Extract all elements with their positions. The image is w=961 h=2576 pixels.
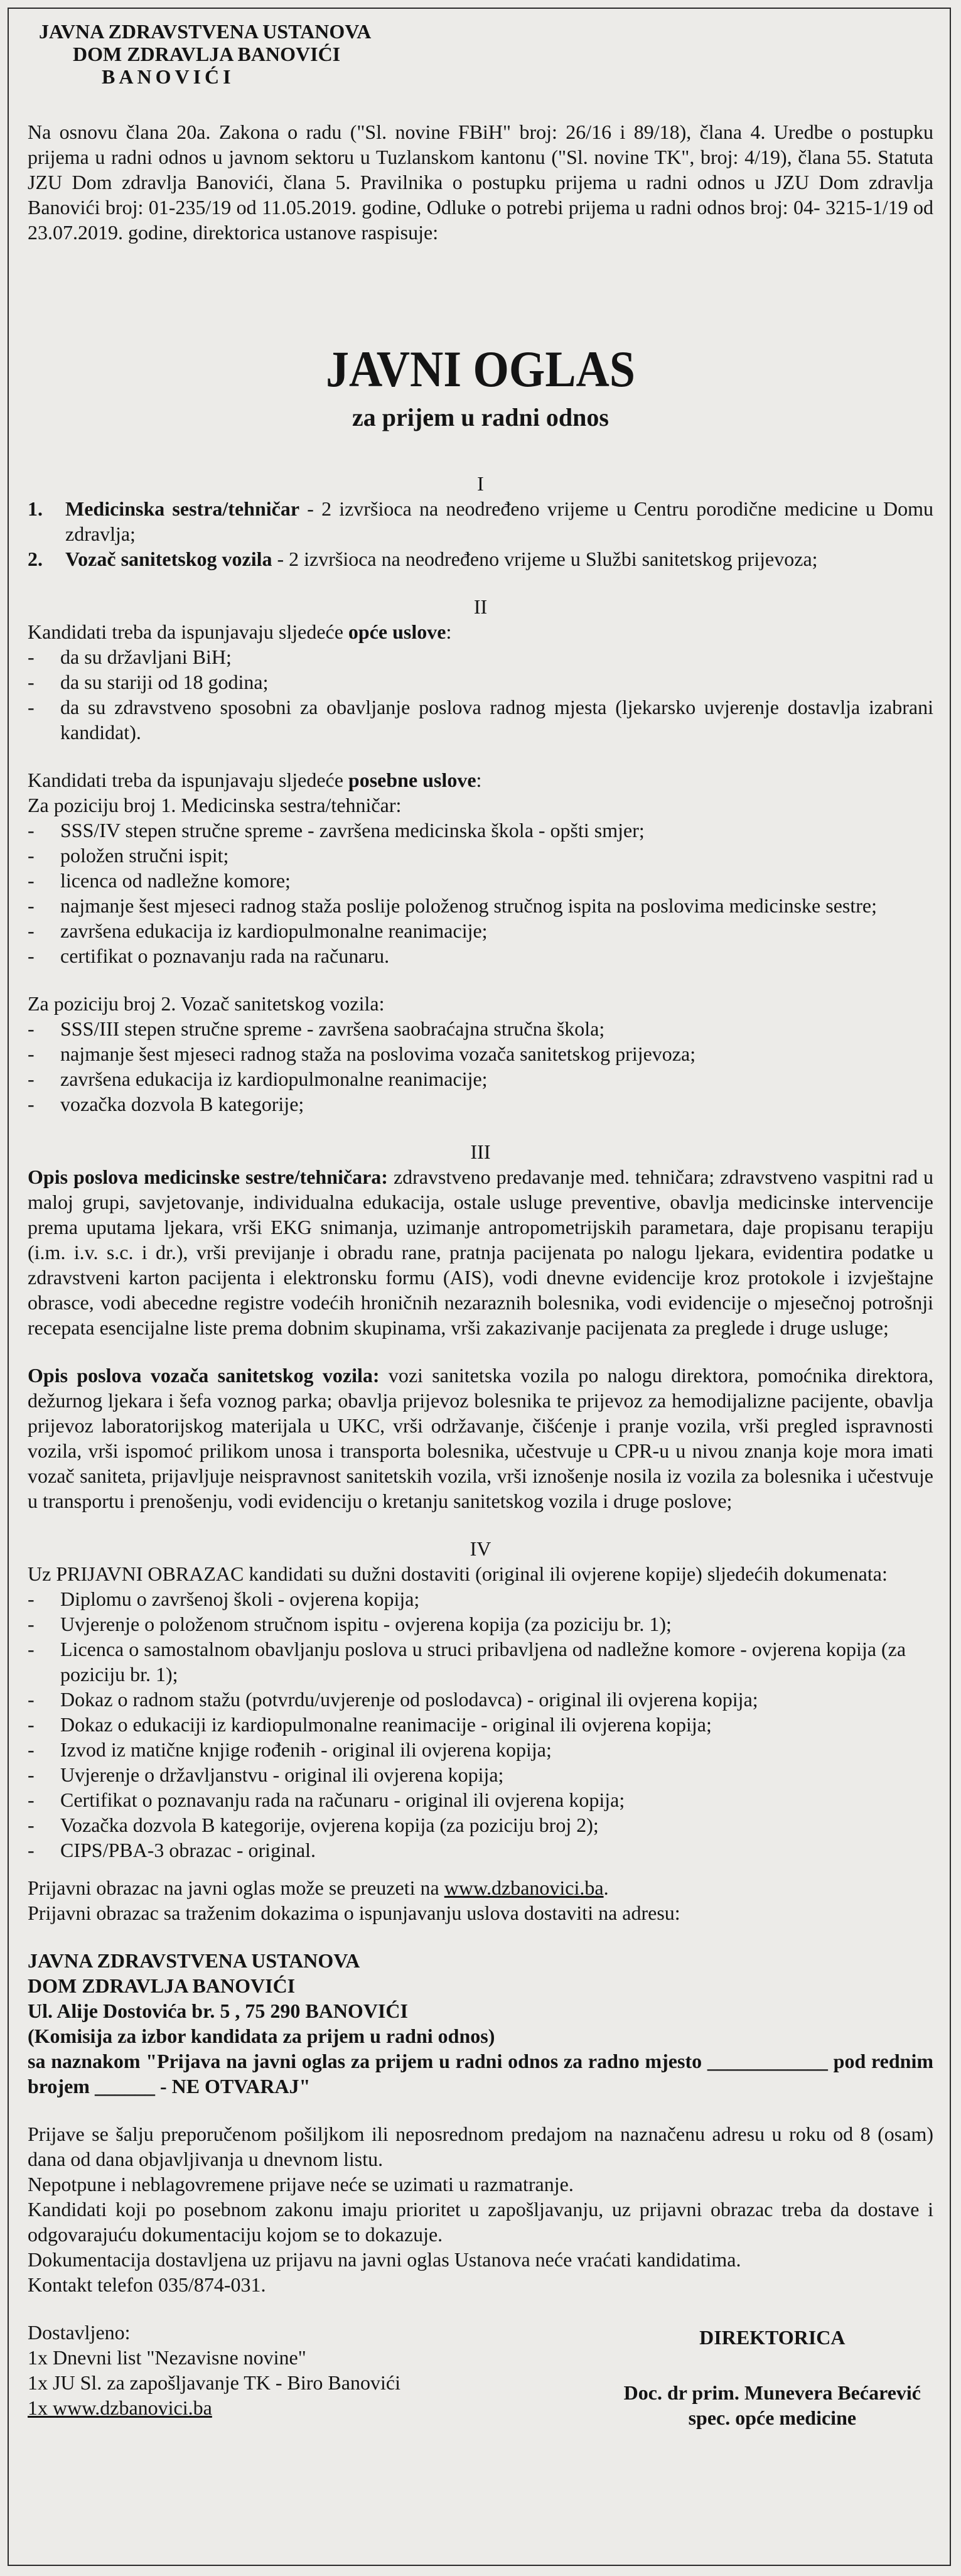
legal-basis-paragraph: Na osnovu člana 20a. Zakona o radu ("Sl. novine FBiH" broj: 26/16 i 89/18), člana 4. Uredbe o postupku prijema u radni odnos u javnom sektoru u Tuzlanskom kantonu ("Sl. novine TK", broj: 4/19), člana 55. Statuta JZU Dom zdravlja Banovići, člana 5. Pravilnika o postupku prijema u radni odnos u JZU Dom zdravlja Banovići broj: 01-235/19 od 11.05.2019. godine, Odluke o potrebi prijema u radni odnos broj: 04- 3215-1/19 od 23.07.2019. godine, direktorica ustanove raspisuje: — [28, 121, 933, 244]
address-line: sa naznakom "Prijava na javni oglas za prijem u radni odnos za radno mjesto ____________ pod rednim brojem ______ - NE OTVARAJ" — [28, 2050, 933, 2097]
signature-block — [624, 2325, 933, 2430]
requirement-item: - SSS/IV stepen stručne spreme - završena medicinska škola - opšti smjer; — [28, 819, 645, 842]
requirement-item: - licenca od nadležne komore; — [28, 869, 291, 892]
ad-title: JAVNI OGLAS — [326, 340, 635, 398]
condition-item: - da su stariji od 18 godina; — [28, 671, 269, 693]
condition-item: - da su državljani BiH; — [28, 646, 232, 668]
institution-subname: DOM ZDRAVLJA BANOVIĆI — [73, 43, 341, 65]
requirement-item: - SSS/III stepen stručne spreme - završena saobraćajna stručna škola; — [28, 1017, 605, 1040]
requirement-item: - vozačka dozvola B kategorije; — [28, 1093, 304, 1115]
document-item: - Licenca o samostalnom obavljanju poslova u struci pribavljena od nadležne komore - ovjerena kopija (za poziciju br. 1); — [28, 1638, 906, 1686]
document-item: - Dokaz o radnom stažu (potvrdu/uvjerenje od poslodavca) - original ili ovjerena kopija; — [28, 1688, 758, 1711]
document-item: - Uvjerenje o državljanstvu - original ili ovjerena kopija; — [28, 1763, 504, 1786]
driver-duties-paragraph: Opis poslova vozača sanitetskog vozila: vozi sanitetska vozila po nalogu direktora, pomoćnika direktora, dežurnog ljekara i šefa voznog parka; obavlja prijevoz bolesnika te prijevoz za hemodijalizne pacijente, obavlja prijevoz laboratorijskog materijala u UKC, vrši održavanje, čišćenje i pranje vozila, vrši pregled ispravnosti vozila, vrši ispomoć prilikom unosa i transporta bolesnika, učestvuje u CPR-u u nivou znanja koje mora imati vozač saniteta, prijavljuje neispravnost sanitetskih vozila, vrši iznošenje nosila iz vozila za bolesnika i učestvuje u transportu i prenošenju, vodi evidenciju o kretanju sanitetskog vozila i druge poslove; — [28, 1364, 933, 1512]
position-number: 1. — [28, 497, 43, 520]
distribution-item[interactable]: 1x www.dzbanovici.ba — [28, 2396, 212, 2419]
requirement-item: - najmanje šest mjeseci radnog staža na poslovima vozača sanitetskog prijevoza; — [28, 1042, 696, 1065]
condition-item: - da su zdravstveno sposobni za obavljanje poslova radnog mjesta (ljekarsko uvjerenje dostavlja izabrani kandidat). — [28, 696, 933, 744]
requirement-item: - certifikat o poznavanju rada na računaru. — [28, 944, 390, 967]
contact-phone: Kontakt telefon 035/874-031. — [28, 2273, 266, 2296]
position-2-heading: Za poziciju broj 2. Vozač sanitetskog vozila: — [28, 992, 385, 1015]
address-line: Ul. Alije Dostovića br. 5 , 75 290 BANOVIĆI — [28, 2000, 408, 2022]
position-item — [28, 546, 933, 571]
signatory-name: Doc. dr prim. Munevera Bećarević — [623, 2381, 921, 2404]
signatory-specialty: spec. opće medicine — [688, 2406, 857, 2429]
send-address-note: Prijavni obrazac sa traženim dokazima o ispunjavanju uslova dostaviti na adresu: — [28, 1902, 680, 1924]
document-item: - Diplomu o završenoj školi - ovjerena kopija; — [28, 1588, 420, 1610]
ad-footer — [28, 2320, 933, 2430]
section-numeral-3: III — [470, 1140, 491, 1163]
ad-subtitle: za prijem u radni odnos — [352, 403, 609, 431]
nurse-duties-paragraph: Opis poslova medicinske sestre/tehničara: zdravstveno predavanje med. tehničara; zdravstveno vaspitni rad u maloj grupi, savjetovanje, individualna edukacija, ostale usluge preventive, obavlja medicinske intervencije prema uputama ljekara, vrši EKG snimanja, uzimanje antropometrijskih parametara, daje propisanu terapiju (i.m. i.v. s.c. i dr.), vrši previjanje i obradu rane, pratnja pacijenata po nalogu ljekara, evidentira podatke u zdravstveni karton pacijenta i elektronsku formu (AIS), vodi dnevne evidencije kroz protokole i izvještajne obrasce, vodi abecedne registre vodećih hroničnih nezaraznih bolesnika, vodi evidencije o mjesečnoj potrošnji recepata esencijalne liste prema dobnim skupinama, vrši zakazivanje pacijenata za preglede i druge usluge; — [28, 1166, 934, 1339]
application-note: Nepotpune i neblagovremene prijave neće se uzimati u razmatranje. — [28, 2173, 574, 2195]
institution-name: JAVNA ZDRAVSTVENA USTANOVA — [39, 20, 372, 43]
documents-lead: Uz PRIJAVNI OBRAZAC kandidati su dužni dostaviti (original ili ovjerene kopije) sljedećih dokumenata: — [28, 1562, 888, 1585]
document-item: - Izvod iz matične knjige rođenih - original ili ovjerena kopija; — [28, 1738, 552, 1761]
position-1-heading: Za poziciju broj 1. Medicinska sestra/tehničar: — [28, 794, 402, 816]
requirement-item: - završena edukacija iz kardiopulmonalne reanimacije; — [28, 919, 488, 942]
job-ad-frame — [8, 8, 951, 2566]
distribution-item: 1x Dnevni list "Nezavisne novine" — [28, 2346, 306, 2369]
requirement-item: - završena edukacija iz kardiopulmonalne reanimacije; — [28, 1068, 488, 1090]
website-link[interactable]: www.dzbanovici.ba — [444, 1876, 604, 1899]
address-line: DOM ZDRAVLJA BANOVIĆI — [28, 1974, 296, 1997]
application-note: Kandidati koji po posebnom zakonu imaju prioritet u zapošljavanju, uz prijavni obrazac treba da dostave i odgovarajuću dokumentaciju kojom se to dokazuje. — [28, 2198, 933, 2246]
requirement-item: - najmanje šest mjeseci radnog staža poslije položenog stručnog ispita na poslovima medicinske sestre; — [28, 894, 877, 917]
application-note: Prijave se šalju preporučenom pošiljkom ili neposrednom predajom na naznačenu adresu u roku od 8 (osam) dana od dana objavljivanja u dnevnom listu. — [28, 2123, 933, 2170]
document-item: - Dokaz o edukaciji iz kardiopulmonalne reanimacije - original ili ovjerena kopija; — [28, 1713, 712, 1736]
download-note: Prijavni obrazac na javni oglas može se preuzeti na www.dzbanovici.ba. — [28, 1876, 609, 1899]
position-details: - 2 izvršioca na neodređeno vrijeme u Službi sanitetskog prijevoza; — [272, 548, 818, 570]
document-item: - Uvjerenje o položenom stručnom ispitu - ovjerena kopija (za poziciju br. 1); — [28, 1613, 672, 1635]
institution-city: BANOVIĆI — [102, 65, 235, 88]
address-line: JAVNA ZDRAVSTVENA USTANOVA — [28, 1949, 360, 1972]
section-numeral-1: I — [477, 472, 484, 495]
distribution-item: 1x JU Sl. za zapošljavanje TK - Biro Banovići — [28, 2371, 400, 2394]
document-item: - Vozačka dozvola B kategorije, ovjerena kopija (za poziciju broj 2); — [28, 1814, 599, 1836]
document-item: - CIPS/PBA-3 obrazac - original. — [28, 1839, 316, 1861]
position-item — [28, 496, 933, 546]
section-numeral-2: II — [473, 595, 488, 618]
signatory-role: DIREKTORICA — [699, 2326, 846, 2349]
position-title: Vozač sanitetskog vozila — [65, 548, 272, 570]
application-note: Dokumentacija dostavljena uz prijavu na javni oglas Ustanova neće vraćati kandidatima. — [28, 2248, 741, 2271]
general-conditions-lead: Kandidati treba da ispunjavaju sljedeće opće uslove: — [28, 620, 452, 643]
special-conditions-lead: Kandidati treba da ispunjavaju sljedeće posebne uslove: — [28, 769, 482, 791]
distribution-list — [28, 2320, 400, 2430]
position-details: - 2 izvršioca na neodređeno vrijeme u Centru porodične medicine u Domu zdravlja; — [65, 497, 934, 545]
address-line: (Komisija za izbor kandidata za prijem u radni odnos) — [28, 2025, 495, 2047]
requirement-item: - položen stručni ispit; — [28, 844, 229, 867]
position-title: Medicinska sestra/tehničar — [65, 497, 300, 520]
section-numeral-4: IV — [470, 1537, 491, 1560]
document-item: - Certifikat o poznavanju rada na računaru - original ili ovjerena kopija; — [28, 1789, 625, 1811]
position-number: 2. — [28, 548, 43, 570]
distribution-title: Dostavljeno: — [28, 2321, 131, 2344]
